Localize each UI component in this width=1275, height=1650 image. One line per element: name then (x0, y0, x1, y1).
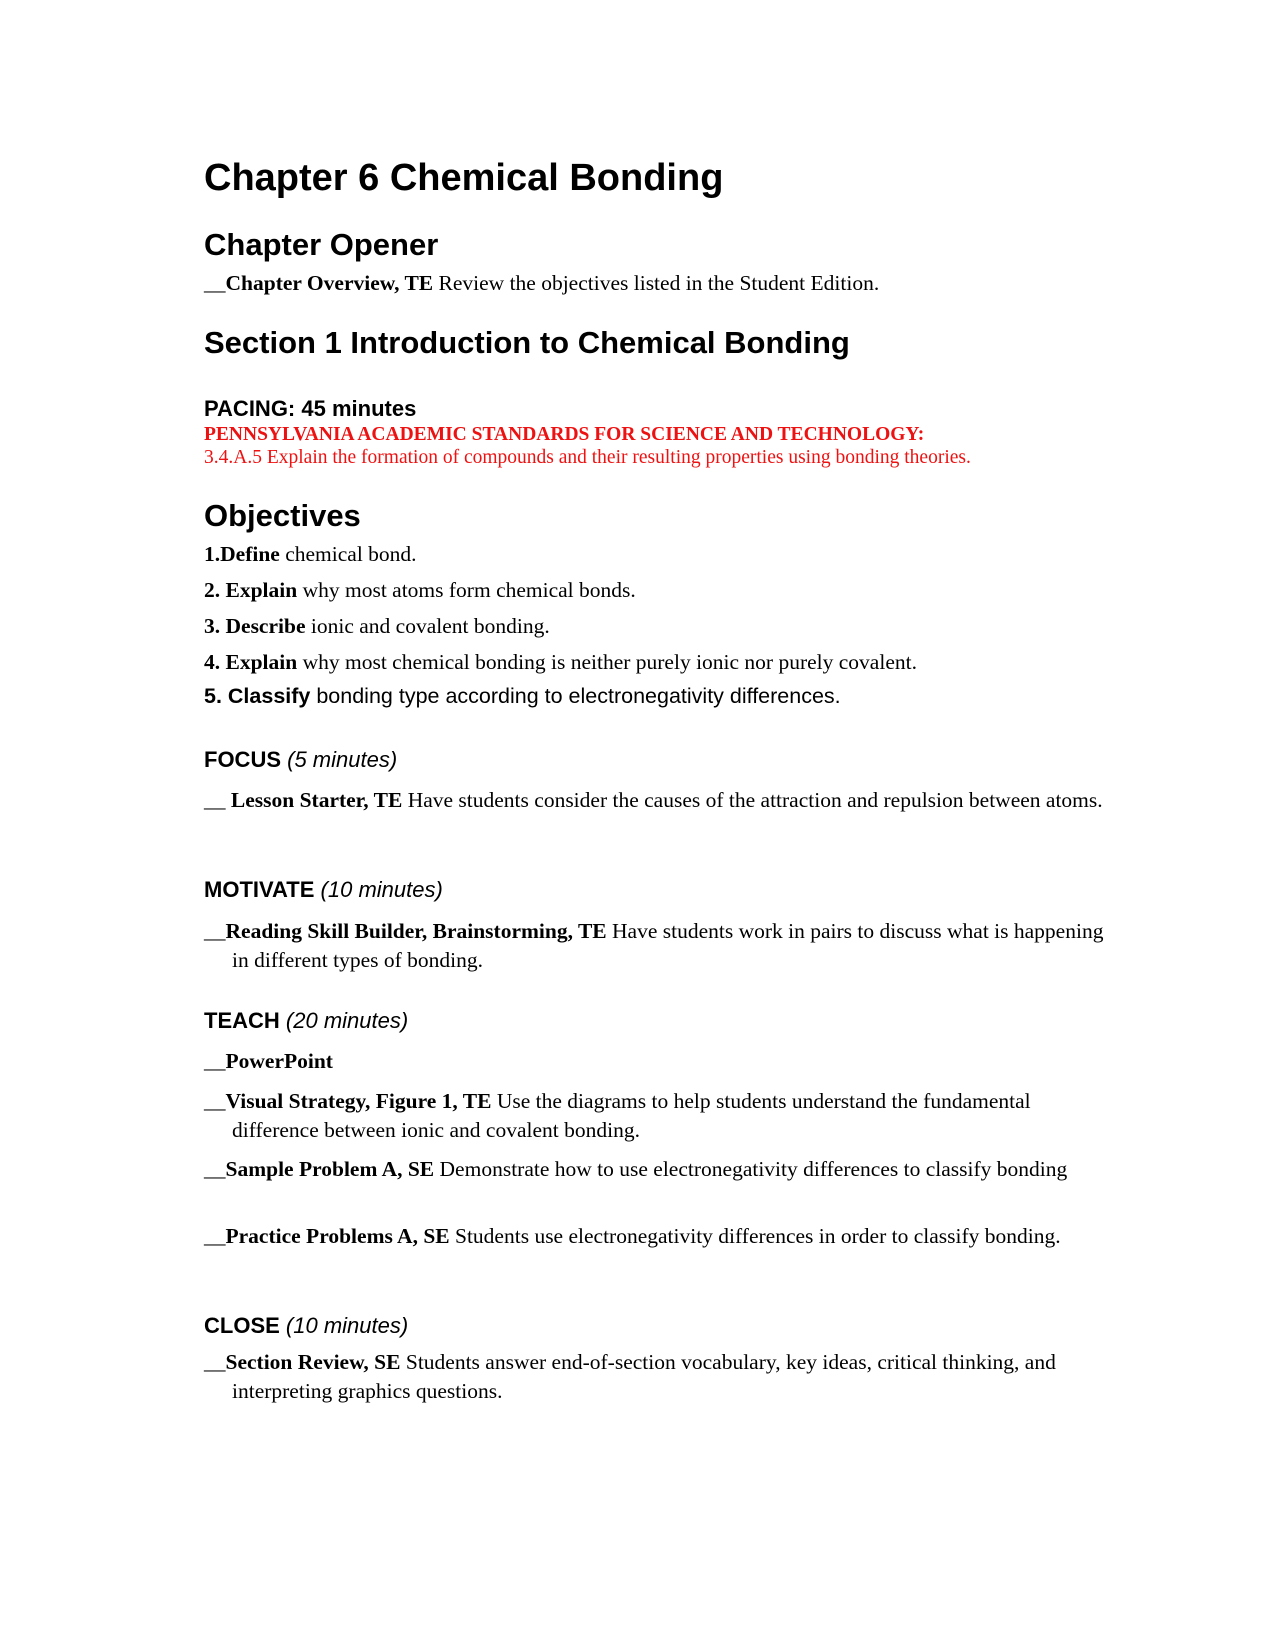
motivate-heading (204, 877, 443, 903)
focus-heading (204, 747, 397, 773)
lesson-starter-item (204, 786, 1104, 815)
chapter-opener-heading: Chapter Opener (204, 227, 439, 262)
practice-problems-item (204, 1222, 1104, 1251)
focus-time: (5 minutes) (287, 747, 398, 772)
standards-heading: PENNSYLVANIA ACADEMIC STANDARDS FOR SCIENCE AND TECHNOLOGY: (204, 424, 925, 445)
section-heading: Section 1 Introduction to Chemical Bonding (204, 325, 850, 360)
sample-problem-item (204, 1155, 1104, 1184)
item-bold-label: Chapter Overview, TE (225, 271, 434, 295)
item-bold-label: PowerPoint (225, 1049, 333, 1073)
item-text: Have students work in pairs to discuss what is happening in different types of bonding. (232, 919, 1104, 972)
objective-verb: 3. Describe (204, 614, 306, 638)
powerpoint-item (204, 1047, 1104, 1076)
objective-2 (204, 578, 636, 603)
objective-text: chemical bond. (279, 542, 417, 566)
item-blank: __ (204, 1224, 226, 1248)
teach-label: TEACH (204, 1008, 280, 1033)
item-bold-label: Visual Strategy, Figure 1, TE (225, 1089, 492, 1113)
objective-verb: 2. Explain (204, 578, 298, 602)
close-time: (10 minutes) (285, 1313, 409, 1338)
chapter-title: Chapter 6 Chemical Bonding (204, 157, 724, 199)
standards-text: 3.4.A.5 Explain the formation of compounds and their resulting properties using bonding theories. (204, 447, 971, 468)
objective-verb: 4. Explain (204, 650, 298, 674)
item-bold-label: Lesson Starter, TE (230, 788, 403, 812)
item-blank: __ (204, 1157, 226, 1181)
item-blank: __ (204, 1089, 226, 1113)
item-blank: __ (204, 1350, 226, 1374)
visual-strategy-item (204, 1087, 1104, 1145)
focus-label: FOCUS (204, 747, 281, 772)
objective-text: why most chemical bonding is neither purely ionic nor purely covalent. (297, 650, 917, 674)
item-bold-label: Practice Problems A, SE (225, 1224, 450, 1248)
chapter-overview-item (204, 271, 879, 296)
teach-heading (204, 1008, 408, 1034)
item-text: Have students consider the causes of the attraction and repulsion between atoms. (402, 788, 1103, 812)
objective-text: bonding type according to electronegativity differences. (310, 684, 841, 708)
objective-1 (204, 542, 417, 567)
item-bold-label: Reading Skill Builder, Brainstorming, TE (225, 919, 607, 943)
objective-3 (204, 614, 550, 639)
item-blank: __ (204, 271, 226, 295)
close-heading (204, 1313, 408, 1339)
motivate-label: MOTIVATE (204, 877, 315, 902)
objectives-heading: Objectives (204, 498, 361, 533)
pacing-label: PACING: 45 minutes (204, 396, 417, 421)
close-label: CLOSE (204, 1313, 280, 1338)
item-bold-label: Section Review, SE (225, 1350, 401, 1374)
item-text: Demonstrate how to use electronegativity differences to classify bonding (434, 1157, 1068, 1181)
item-blank: __ (204, 1049, 226, 1073)
objective-5 (204, 684, 841, 709)
item-text: Students answer end-of-section vocabulary, key ideas, critical thinking, and interpreting graphics questions. (232, 1350, 1056, 1403)
item-text: Students use electronegativity differences in order to classify bonding. (449, 1224, 1061, 1248)
teach-time: (20 minutes) (285, 1008, 409, 1033)
item-bold-label: Sample Problem A, SE (225, 1157, 435, 1181)
reading-skill-item (204, 917, 1104, 975)
motivate-time: (10 minutes) (320, 877, 443, 902)
item-blank: __ (204, 788, 231, 812)
section-review-item (204, 1348, 1104, 1406)
item-text: Use the diagrams to help students understand the fundamental difference between ionic and covalent bonding. (232, 1089, 1031, 1142)
objective-text: ionic and covalent bonding. (305, 614, 550, 638)
objective-verb: 5. Classify (204, 684, 311, 708)
item-text: Review the objectives listed in the Student Edition. (433, 271, 880, 295)
objective-verb: 1.Define (204, 542, 280, 566)
objective-text: why most atoms form chemical bonds. (297, 578, 636, 602)
item-blank: __ (204, 919, 226, 943)
objective-4 (204, 650, 917, 675)
